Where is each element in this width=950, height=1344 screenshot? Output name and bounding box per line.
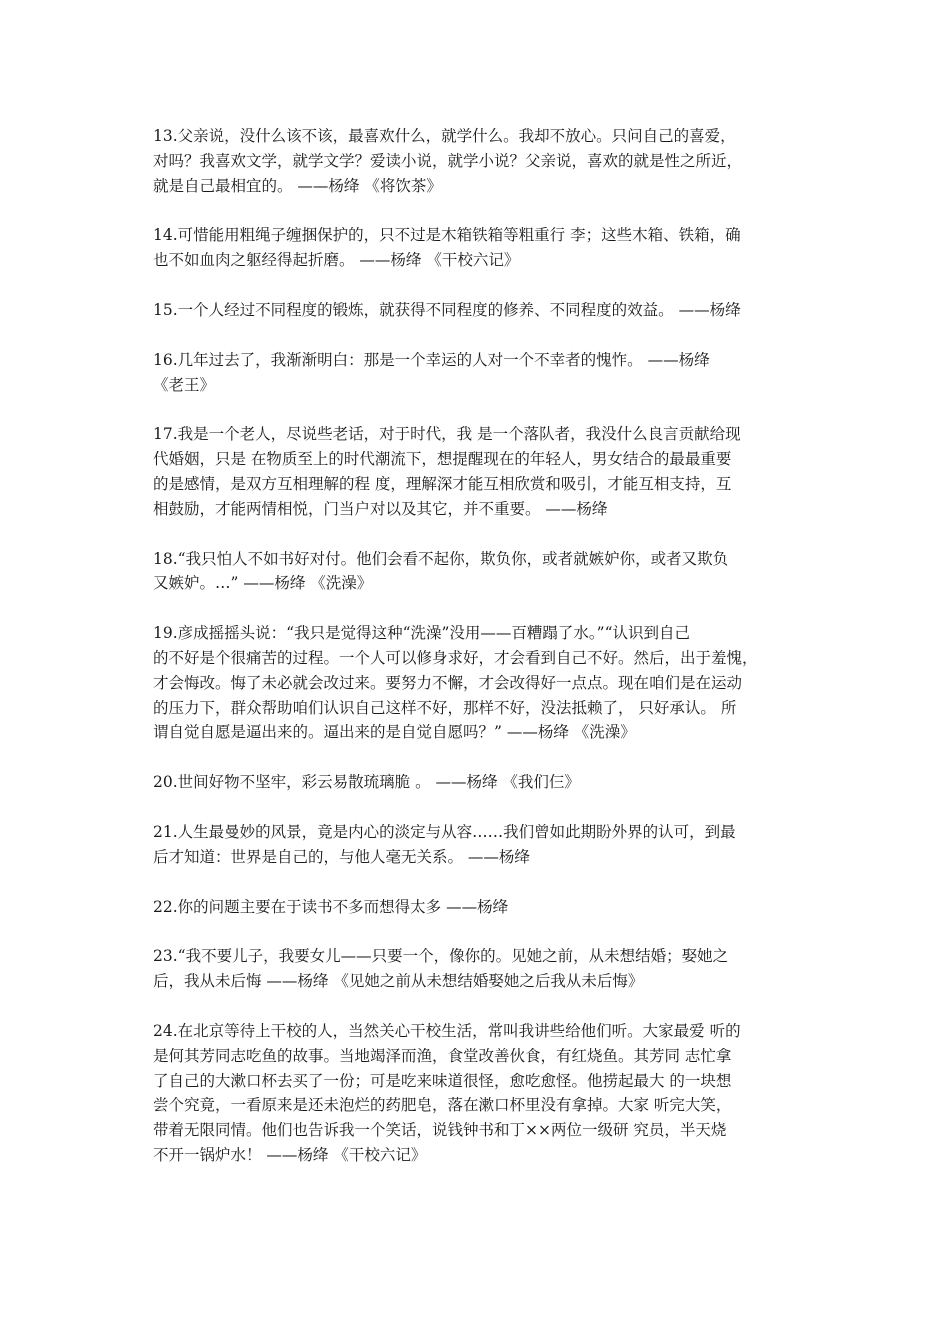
quote-18: 18.“我只怕人不如书好对付。他们会看不起你，欺负你，或者就嫉妒你，或者又欺负 又嫉妒。…” ——杨绛 《洗澡》 bbox=[153, 549, 729, 593]
quote-13: 13.父亲说，没什么该不该，最喜欢什么，就学什么。我却不放心。只问自己的喜爱， 对吗？我喜欢文学，就学文学？爱读小说，就学小说？父亲说，喜欢的就是性之所近， 就是自己最相宜的。 ——杨绛 《将饮茶》 bbox=[153, 127, 743, 195]
quote-16: 16.几年过去了，我渐渐明白：那是一个幸运的人对一个不幸者的愧怍。 ——杨绛 《老王》 bbox=[153, 350, 710, 394]
quote-list bbox=[153, 124, 803, 1193]
quote-19: 19.彦成摇摇头说：“我只是觉得这种“洗澡”没用——百糟蹋了水。”“认识到自己 的不好是个很痛苦的过程。一个人可以修身求好，才会看到自己不好。然后，出于羞愧， 才会悔改。悔了未必就会改过来。要努力不懈，才会改得好一点点。现在咱们是在运动 的压力下，群众帮助咱们认识自己这样不好，那样不好，没法抵赖了， 只好承认。 所 谓自觉自愿是逼出来的。逼出来的是自觉自愿吗？” ——杨绛 《洗澡》 bbox=[153, 624, 758, 742]
quote-14: 14.可惜能用粗绳子缠捆保护的，只不过是木箱铁箱等粗重行 李；这些木箱、铁箱，确 也不如血肉之躯经得起折磨。 ——杨绛 《干校六记》 bbox=[153, 226, 741, 270]
quote-17: 17.我是一个老人，尽说些老话，对于时代，我 是一个落队者，我没什么良言贡献给现 代婚姻，只是 在物质至上的时代潮流下，想提醒现在的年轻人，男女结合的最最重要 的是感情，是双方互相理解的程 度，理解深才能互相欣赏和吸引，才能互相支持，互 相鼓励，才能两情相悦，门当户对以及其它，并不重要。 ——杨绛 bbox=[153, 425, 741, 518]
quote-24: 24.在北京等待上干校的人，当然关心干校生活，常叫我讲些给他们听。大家最爱 听的 是何其芳同志吃鱼的故事。当地竭泽而渔，食堂改善伙食，有红烧鱼。其芳同 志忙拿 了自己的大漱口杯去买了一份；可是吃来味道很怪，愈吃愈怪。他捞起最大 的一块想 尝个究竟，一看原来是还未泡烂的药肥皂，落在漱口杯里没有拿掉。大家 听完大笑， 带着无限同情。他们也告诉我一个笑话，说钱钟书和丁××两位一级研 究员，半天烧 不开一锅炉水！ ——杨绛 《干校六记》 bbox=[153, 1021, 741, 1164]
quote-21: 21.人生最曼妙的风景，竟是内心的淡定与从容……我们曾如此期盼外界的认可，到最 后才知道：世界是自己的，与他人毫无关系。 ——杨绛 bbox=[153, 822, 736, 866]
quote-22: 22.你的问题主要在于读书不多而想得太多 ——杨绛 bbox=[153, 897, 509, 916]
quote-23: 23.“我不要儿子，我要女儿——只要一个，像你的。见她之前，从未想结婚；娶她之 后，我从未后悔 ——杨绛 《见她之前从未想结婚娶她之后我从未后悔》 bbox=[153, 947, 729, 991]
quote-20: 20.世间好物不坚牢，彩云易散琉璃脆 。 ——杨绛 《我们仨》 bbox=[153, 773, 580, 792]
quote-15: 15.一个人经过不同程度的锻炼，就获得不同程度的修养、不同程度的效益。 ——杨绛 bbox=[153, 300, 741, 319]
